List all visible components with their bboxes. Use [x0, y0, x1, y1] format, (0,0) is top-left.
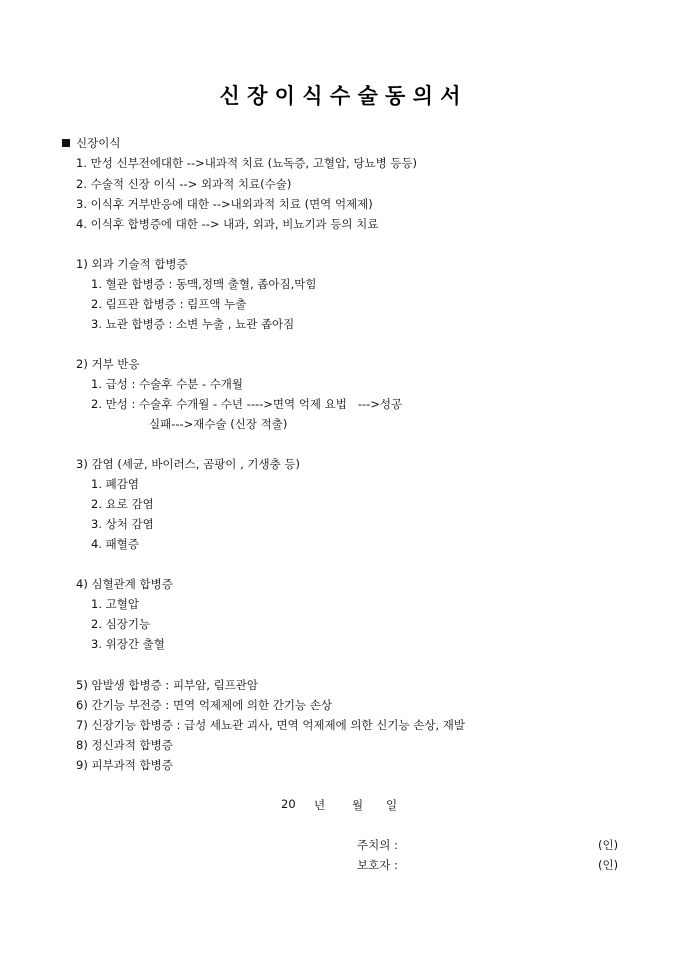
list-item: 2. 림프관 합병증 : 림프액 누출 — [91, 297, 247, 311]
group-heading: 5) 암발생 합병증 : 피부암, 림프관암 — [76, 678, 259, 692]
list-item: 2. 만성 : 수술후 수개월 - 수년 ---->면역 억제 요법 --->성공 — [91, 397, 403, 411]
list-item: 1. 폐감염 — [91, 477, 139, 491]
doctor-seal: (인) — [598, 838, 619, 852]
intro-item: 4. 이식후 합병증에 대한 --> 내과, 외과, 비뇨기과 등의 치료 — [76, 217, 379, 231]
group-heading: 7) 신장기능 합병증 : 급성 세뇨관 괴사, 면역 억제제에 의한 신기능 손상, 재발 — [76, 718, 466, 732]
list-item: 3. 위장간 출혈 — [91, 637, 165, 651]
group-heading: 9) 피부과적 합병증 — [76, 758, 173, 772]
date-year: 20 — [281, 797, 296, 811]
list-item: 1. 혈관 합병증 : 동맥,정맥 출혈, 좁아짐,막힘 — [91, 277, 317, 291]
list-item: 3. 뇨관 합병증 : 소변 누출 , 뇨관 좁아짐 — [91, 317, 295, 331]
square-bullet-icon — [62, 139, 70, 147]
section-heading-text: 신장이식 — [76, 136, 121, 150]
list-item: 1. 고혈압 — [91, 597, 139, 611]
list-item: 4. 패혈증 — [91, 537, 139, 551]
intro-item: 3. 이식후 거부반응에 대한 -->내외과적 치료 (면역 억제제) — [76, 197, 373, 211]
guardian-signature-label: 보호자 : — [357, 858, 398, 872]
list-item: 2. 심장기능 — [91, 617, 151, 631]
list-item: 2. 요로 감염 — [91, 497, 154, 511]
date-day-unit: 일 — [386, 798, 398, 812]
list-item-continuation: 실패--->재수술 (신장 적출) — [149, 417, 288, 431]
document-title: 신 장 이 식 수 술 동 의 서 — [219, 83, 461, 108]
date-month-unit: 월 — [352, 798, 364, 812]
group-heading: 4) 심혈관계 합병증 — [76, 577, 173, 591]
group-heading: 8) 정신과적 합병증 — [76, 738, 173, 752]
doctor-signature-label: 주치의 : — [357, 838, 398, 852]
date-year-unit: 년 — [314, 798, 326, 812]
intro-item: 1. 만성 신부전에대한 -->내과적 치료 (뇨독증, 고혈압, 당뇨병 등등) — [76, 156, 418, 170]
section-heading — [62, 135, 120, 151]
group-heading: 6) 간기능 부전증 : 면역 억제제에 의한 간기능 손상 — [76, 698, 332, 712]
group-heading: 1) 외과 기술적 합병증 — [76, 257, 188, 271]
guardian-seal: (인) — [598, 858, 619, 872]
group-heading: 3) 감염 (세균, 바이러스, 곰팡이 , 기생충 등) — [76, 457, 300, 471]
list-item: 1. 급성 : 수술후 수분 - 수개월 — [91, 377, 244, 391]
list-item: 3. 상처 감염 — [91, 517, 154, 531]
group-heading: 2) 거부 반응 — [76, 357, 140, 371]
intro-item: 2. 수술적 신장 이식 --> 외과적 치료(수술) — [76, 177, 292, 191]
